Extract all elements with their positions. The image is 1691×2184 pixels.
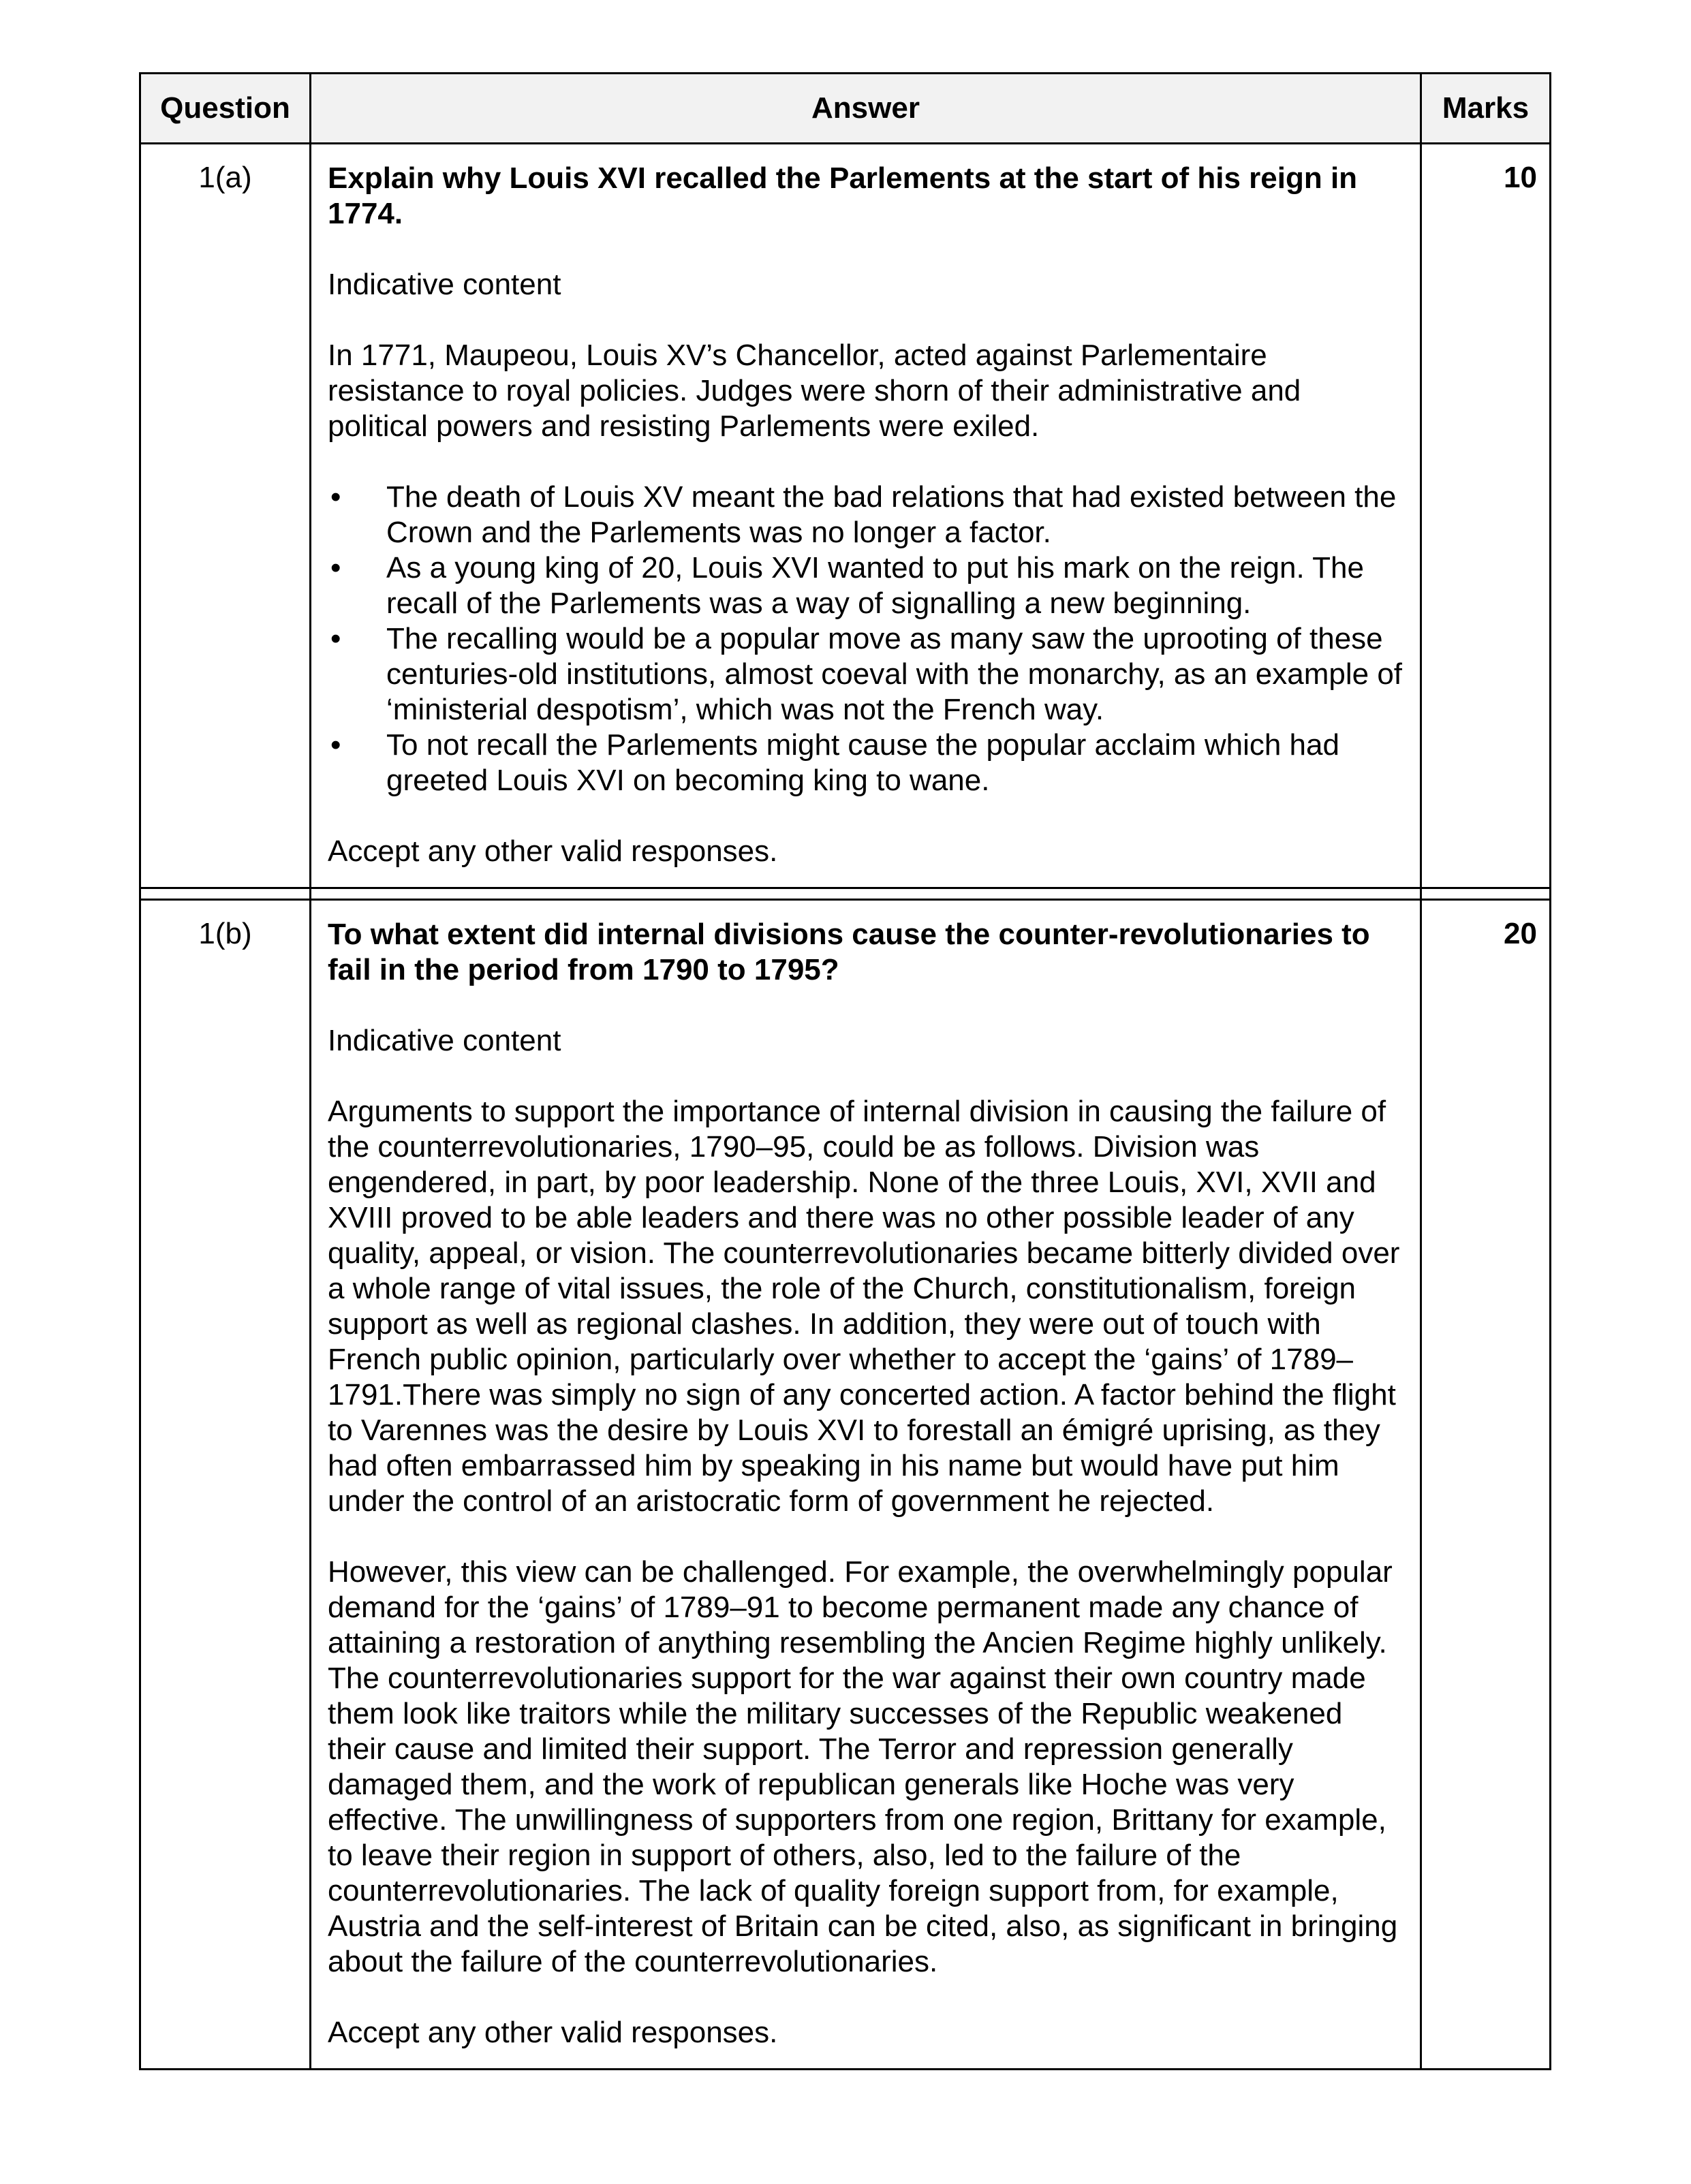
list-item [328, 550, 1403, 621]
marks-value: 10 [1421, 144, 1551, 888]
list-item [328, 728, 1403, 798]
table-row [140, 900, 1551, 2070]
marks-value: 20 [1421, 900, 1551, 2070]
mark-scheme-table [139, 72, 1551, 2070]
header-answer: Answer [311, 74, 1421, 144]
header-question: Question [140, 74, 311, 144]
separator-cell [1421, 888, 1551, 900]
bullet-text: As a young king of 20, Louis XVI wanted to put his mark on the reign. The recall of the Parlements was a way of signalling a new beginning. [386, 551, 1364, 620]
list-item [328, 480, 1403, 550]
question-prompt: Explain why Louis XVI recalled the Parlements at the start of his reign in 1774. [328, 161, 1358, 230]
table-row [140, 144, 1551, 888]
bullet-text: The recalling would be a popular move as many saw the uprooting of these centuries-old institutions, almost coeval with the monarchy, as an example of ‘ministerial despotism’, which was not the French way. [386, 622, 1403, 726]
bullet-icon: • [330, 622, 341, 655]
answer-paragraph: Arguments to support the importance of internal division in causing the failure of the counterrevolutionaries, 1790–95, could be as follows. Division was engendered, in part, by poor leadership. None of the three Louis, XVI, XVII and XVIII proved to be able leaders and there was no other possible leader of any quality, appeal, or vision. The counterrevolutionaries became bitterly divided over a whole range of vital issues, the role of the Church, constitutionalism, foreign support as well as regional clashes. In addition, they were out of touch with French public opinion, particularly over whether to accept the ‘gains’ of 1789–1791.There was simply no sign of any concerted action. A factor behind the flight to Varennes was the desire by Louis XVI to forestall an émigré uprising, as they had often embarrassed him by speaking in his name but would have put him under the control of an aristocratic form of government he rejected. [328, 1095, 1400, 1518]
bullet-list [328, 480, 1403, 798]
indicative-content-label: Indicative content [328, 268, 561, 301]
table-header-row [140, 74, 1551, 144]
list-item [328, 621, 1403, 728]
bullet-text: The death of Louis XV meant the bad relations that had existed between the Crown and the Parlements was no longer a factor. [386, 480, 1397, 549]
bullet-icon: • [330, 551, 341, 584]
header-marks: Marks [1421, 74, 1551, 144]
answer-cell [311, 144, 1421, 888]
answer-cell [311, 900, 1421, 2070]
separator-cell [140, 888, 311, 900]
row-separator [140, 888, 1551, 900]
indicative-content-label: Indicative content [328, 1024, 561, 1057]
answer-paragraph: In 1771, Maupeou, Louis XV’s Chancellor, acted against Parlementaire resistance to royal policies. Judges were shorn of their administrative and political powers and resisting Parlements were exiled. [328, 339, 1301, 443]
accept-other-note: Accept any other valid responses. [328, 2016, 778, 2049]
question-number: 1(b) [140, 900, 311, 2070]
bullet-icon: • [330, 480, 341, 514]
separator-cell [311, 888, 1421, 900]
question-number: 1(a) [140, 144, 311, 888]
accept-other-note: Accept any other valid responses. [328, 834, 778, 868]
mark-scheme-page [139, 72, 1549, 2070]
bullet-text: To not recall the Parlements might cause the popular acclaim which had greeted Louis XVI on becoming king to wane. [386, 728, 1339, 797]
question-prompt: To what extent did internal divisions cause the counter-revolutionaries to fail in the period from 1790 to 1795? [328, 918, 1370, 986]
answer-paragraph: However, this view can be challenged. For example, the overwhelmingly popular demand for the ‘gains’ of 1789–91 to become permanent made any chance of attaining a restoration of anything resembling the Ancien Regime highly unlikely. The counterrevolutionaries support for the war against their own country made them look like traitors while the military successes of the Republic weakened their cause and limited their support. The Terror and repression generally damaged them, and the work of republican generals like Hoche was very effective. The unwillingness of supporters from one region, Brittany for example, to leave their region in support of others, also, led to the failure of the counterrevolutionaries. The lack of quality foreign support from, for example, Austria and the self-interest of Britain can be cited, also, as significant in bringing about the failure of the counterrevolutionaries. [328, 1555, 1398, 1978]
bullet-icon: • [330, 728, 341, 762]
